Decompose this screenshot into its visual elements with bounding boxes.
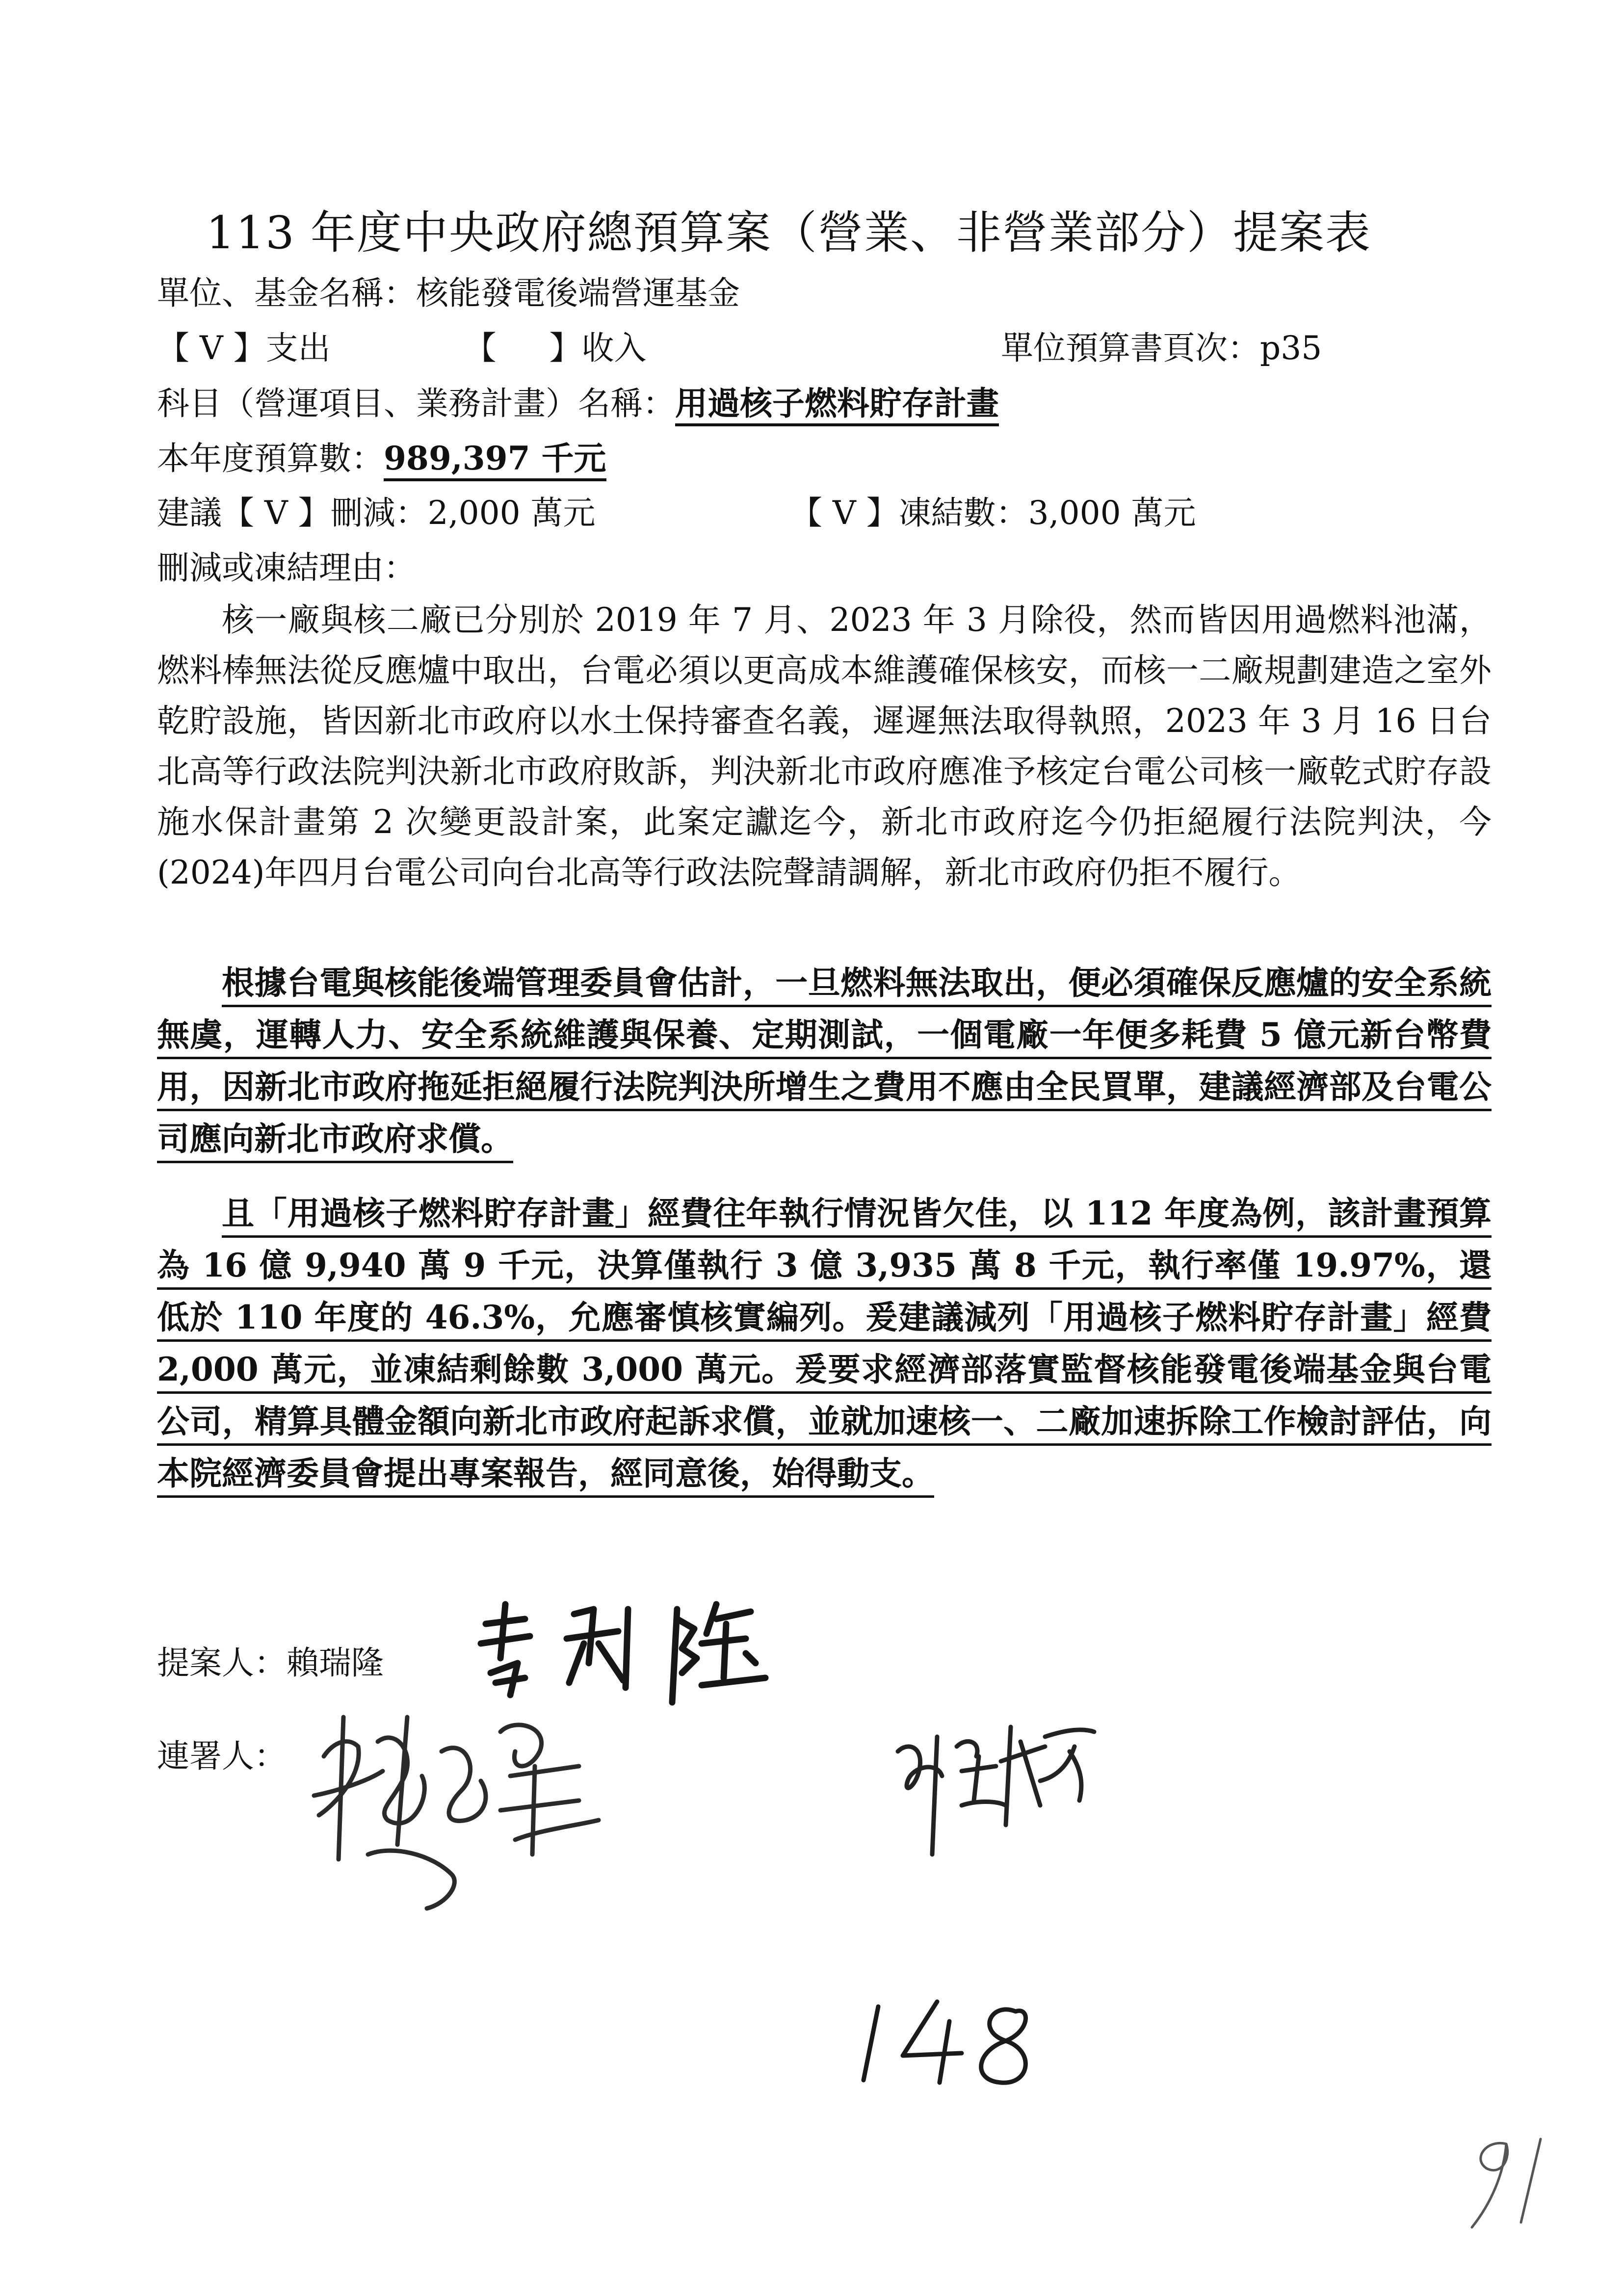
form-title: 113 年度中央政府總預算案（營業、非營業部分）提案表 <box>206 207 1371 259</box>
subject-value: 用過核子燃料貯存計畫 <box>675 384 999 426</box>
fund-label: 單位、基金名稱： <box>157 274 416 312</box>
handwritten-page-number <box>1452 2129 1570 2237</box>
reduce-amount: 建議【 V 】刪減：2,000 萬元 <box>157 494 596 532</box>
reason-paragraph-3-text: 且「用過核子燃料貯存計畫」經費往年執行情況皆欠佳，以 112 年度為例，該計畫預算為 16 億 9,940 萬 9 千元，決算僅執行 3 億 3,935 萬 8 千元，執行率僅 19.97%，還低於 110 年度的 46.3%，允應審慎核實編列。爰建議減列「用過核子燃料貯存計畫」經費 2,000 萬元，並凍結剩餘數 3,000 萬元。爰要求經濟部落實監督核能發電後端基金與台電公司，精算具體金額向新北市政府起訴求償，並就加速核一、二廠加速拆除工作檢討評估，向本院經濟委員會提出專案報告，經同意後，始得動支。 <box>157 1194 1492 1498</box>
fund-value: 核能發電後端營運基金 <box>416 274 740 312</box>
proposer-label: 提案人：賴瑞隆 <box>157 1644 384 1682</box>
cosigner-signature-1 <box>304 1697 618 1933</box>
handwritten-number <box>844 1992 1070 2090</box>
reason-paragraph-3 <box>157 1187 1492 1499</box>
budget-value: 989,397 千元 <box>384 439 606 481</box>
budget-label: 本年度預算數： <box>157 440 384 477</box>
fund-line <box>157 269 740 318</box>
reason-paragraph-2 <box>157 957 1492 1165</box>
subject-label: 科目（營運項目、業務計畫）名稱： <box>157 385 675 422</box>
cosigner-signature-2 <box>883 1707 1138 1874</box>
subject-line <box>157 379 999 428</box>
expense-checkbox: 【 V 】支出 <box>157 329 331 367</box>
reason-label: 刪減或凍結理由： <box>157 549 416 587</box>
income-checkbox: 【 】收入 <box>464 329 647 367</box>
freeze-amount: 【 V 】凍結數：3,000 萬元 <box>790 494 1196 532</box>
budget-line <box>157 434 606 483</box>
cosigners-label: 連署人： <box>157 1737 287 1775</box>
reason-paragraph-1: 核一廠與核二廠已分別於 2019 年 7 月、2023 年 3 月除役，然而皆因用過燃料池滿，燃料棒無法從反應爐中取出，台電必須以更高成本維護確保核安，而核一二廠規劃建造之室外乾貯設施，皆因新北市政府以水土保持審查名義，遲遲無法取得執照，2023 年 3 月 16 日台北高等行政法院判決新北市政府敗訴，判決新北市政府應准予核定台電公司核一廠乾式貯存設施水保計畫第 2 次變更設計案，此案定讞迄今，新北市政府迄今仍拒絕履行法院判決，今(2024)年四月台電公司向台北高等行政法院聲請調解，新北市政府仍拒不履行。 <box>157 601 1492 891</box>
proposal-line <box>157 489 1482 538</box>
page-reference: 單位預算書頁次：p35 <box>1001 329 1322 367</box>
reason-paragraph-2-text: 根據台電與核能後端管理委員會估計，一旦燃料無法取出，便必須確保反應爐的安全系統無虞，運轉人力、安全系統維護與保養、定期測試，一個電廠一年便多耗費 5 億元新台幣費用，因新北市政府拖延拒絕履行法院判決所增生之費用不應由全民買單，建議經濟部及台電公司應向新北市政府求償。 <box>157 964 1492 1163</box>
type-line <box>157 324 1482 373</box>
